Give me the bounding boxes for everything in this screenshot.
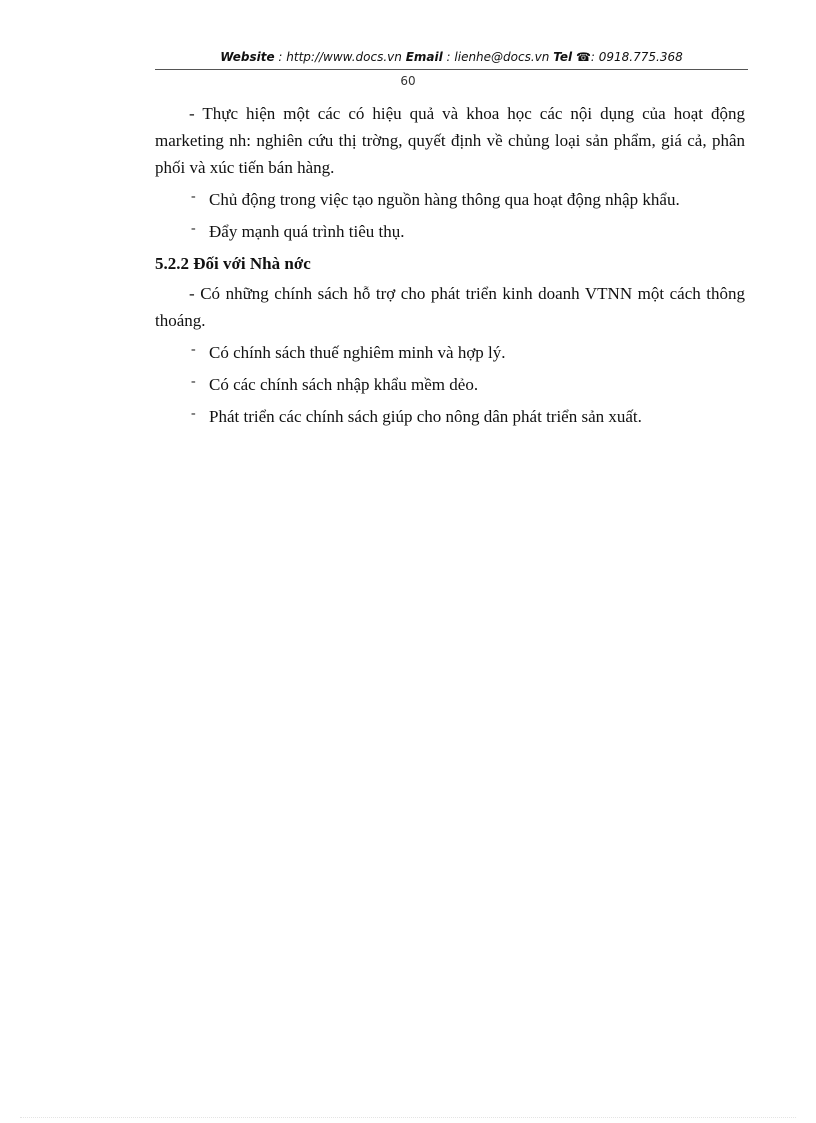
bullet-text: Chủ động trong việc tạo nguồn hàng thông qua hoạt động nhập khẩu.: [209, 190, 680, 209]
bullet-item: [155, 403, 745, 430]
section-heading: 5.2.2 Đối với Nhà nớc: [155, 254, 311, 273]
paragraph-marketing: - Thực hiện một các có hiệu quả và khoa học các nội dụng của hoạt động marketing nh: nghiên cứu thị trờng, quyết định về chủng loại sản phẩm, giá cả, phân phối và xúc tiến bán hàng.: [155, 104, 745, 177]
bullet-item: [155, 371, 745, 398]
header-rule: [155, 69, 748, 70]
tel-label: Tel: [553, 50, 573, 64]
phone-icon: ☎: [575, 50, 591, 64]
footer-divider: [20, 1117, 796, 1118]
bullet-mark: -: [191, 406, 196, 421]
email-label: Email: [405, 50, 443, 64]
page-number: 60: [400, 74, 416, 88]
tel-value: : 0918.775.368: [590, 50, 683, 64]
paragraph-policy: - Có những chính sách hỗ trợ cho phát triển kinh doanh VTNN một cách thông thoáng.: [155, 284, 745, 330]
bullet-text: Có chính sách thuế nghiêm minh và hợp lý.: [209, 343, 506, 362]
document-body: [155, 100, 745, 435]
bullet-mark: -: [191, 342, 196, 357]
page-header: [155, 50, 748, 64]
website-value: : http://www.docs.vn: [278, 50, 402, 64]
bullet-item: [155, 218, 745, 245]
email-value: : lienhe@docs.vn: [446, 50, 550, 64]
bullet-item: [155, 339, 745, 366]
bullet-mark: -: [191, 221, 196, 236]
bullet-text: Có các chính sách nhập khẩu mềm dẻo.: [209, 375, 479, 394]
website-label: Website: [220, 50, 275, 64]
bullet-mark: -: [191, 374, 196, 389]
bullet-text: Phát triển các chính sách giúp cho nông dân phát triển sản xuất.: [209, 407, 642, 426]
bullet-text: Đẩy mạnh quá trình tiêu thụ.: [209, 222, 405, 241]
bullet-item: [155, 186, 745, 213]
bullet-mark: -: [191, 189, 196, 204]
